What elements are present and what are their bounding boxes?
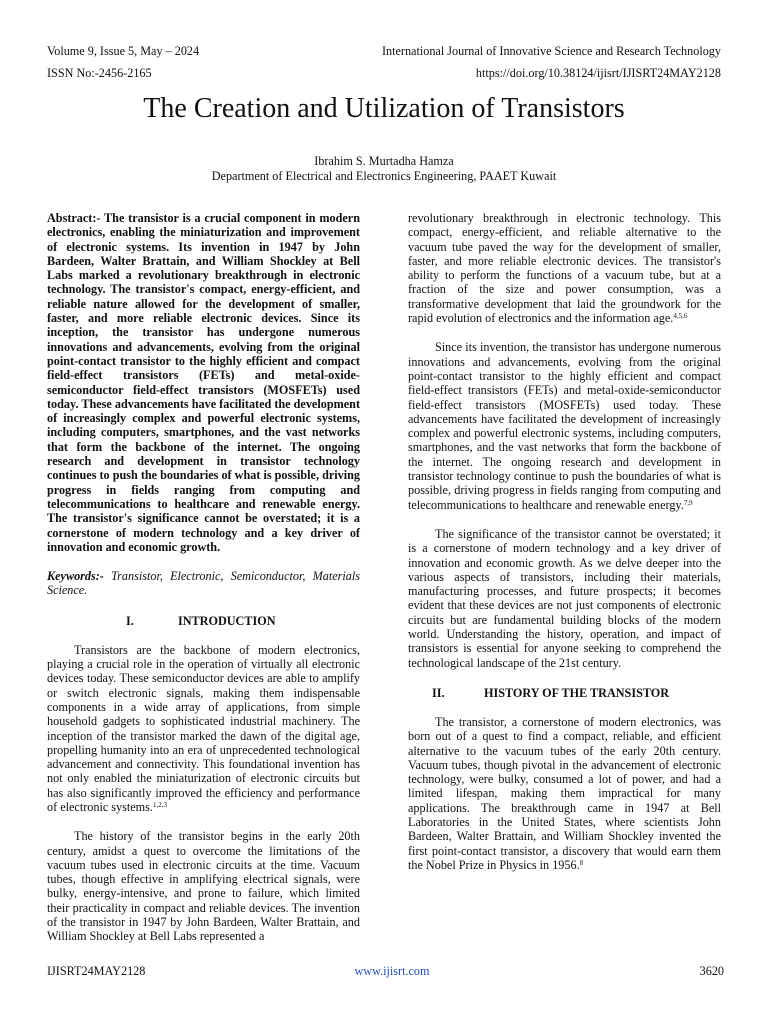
citation-ref: 1,2,3 [152, 800, 167, 809]
paragraph-intro-1 [47, 643, 360, 815]
left-column [47, 211, 360, 944]
section-heading-history [408, 686, 721, 700]
author-name: Ibrahim S. Murtadha Hamza [314, 154, 454, 168]
journal-name: International Journal of Innovative Science and Research Technology [381, 44, 721, 58]
paragraph-text: revolutionary breakthrough in electronic technology. This compact, energy-efficient, and reliable alternative to the vacuum tube paved the way for the development of smaller, faster, and more reliable electronic devices. The transistor's ability to perform the functions of a vacuum tube, but at a fraction of the size and power consumption, was a transformative development that laid the groundwork for the rapid evolution of electronics and the information age. [408, 211, 721, 326]
paragraph-text: The transistor, a cornerstone of modern electronics, was born out of a quest to find a compact, reliable, and efficient alternative to the vacuum tubes of the early 20th century. Vacuum tubes, though pivotal in the advancement of electronic technology, were bulky, consumed a lot of power, and had a limited lifespan, making them impractical for many applications. The breakthrough came in 1947 at Bell Laboratories in the United States, where scientists John Bardeen, Walter Brattain, and William Shockley invented the first point-contact transistor, a discovery that would earn them the Nobel Prize in Physics in 1956. [408, 714, 721, 872]
right-column [408, 211, 721, 872]
section-title: INTRODUCTION [178, 613, 276, 628]
keywords-text: Transistor, Electronic, Semiconductor, Materials Science. [47, 569, 360, 598]
doi-link[interactable]: https://doi.org/10.38124/ijisrt/IJISRT24MAY2128 [475, 66, 721, 80]
keywords [47, 569, 360, 598]
citation-ref: 4,5,6 [673, 312, 688, 321]
paragraph-right-2 [408, 340, 721, 512]
section-number: II. [432, 685, 445, 700]
paragraph-text: Transistors are the backbone of modern electronics, playing a crucial role in the operation of virtually all electronic devices today. These semiconductor devices are able to amplify or switch electronic signals, making them indispensable components in a wide array of applications, from simple household gadgets to sophisticated industrial machinery. The inception of the transistor marked the dawn of the digital age, propelling humanity into an era of unprecedented technological advancement and connectivity. This foundational invention has not only enabled the miniaturization of electronic circuits but has also significantly improved the efficiency and performance of electronic systems. [47, 642, 360, 814]
citation-ref: 8 [579, 858, 584, 867]
page-title: The Creation and Utilization of Transistors [143, 93, 625, 124]
footer-code: IJISRT24MAY2128 [47, 964, 146, 978]
citation-ref: 7,9 [683, 498, 693, 507]
keywords-label: Keywords:- [47, 569, 104, 584]
paragraph-history-1 [408, 715, 721, 872]
paragraph-text: Since its invention, the transistor has undergone numerous innovations and advancements, evolving from the original point-contact transistor to the highly efficient and compact field-effect transistors (FETs) and metal-oxide-semiconductor field-effect transistors (MOSFETs) used today. These advancements have facilitated the development of increasingly complex and powerful electronic systems, including computers, smartphones, and the vast networks that form the backbone of the internet. The ongoing research and development in transistor technology continue to push the boundaries of what is possible, driving progress in fields ranging from computing and telecommunications to healthcare and renewable energy. [408, 340, 721, 512]
paragraph-right-3: The significance of the transistor cannot be overstated; it is a cornerstone of modern technology and a key driver of innovation and economic growth. As we delve deeper into the various aspects of transistors, including their materials, manufacturing processes, and future prospects; it becomes evident that these devices are not just components of electronic circuits but are fundamental building blocks of the modern world. Understanding the history, operation, and impact of transistors is essential for anyone seeking to comprehend the technological landscape of the 21st century. [408, 526, 721, 670]
section-number: I. [126, 613, 134, 628]
page-number: 3620 [699, 964, 724, 978]
issn: ISSN No:-2456-2165 [47, 66, 152, 80]
footer-website-link[interactable]: www.ijisrt.com [354, 964, 430, 978]
volume-info: Volume 9, Issue 5, May – 2024 [47, 44, 200, 58]
paragraph-right-1 [408, 211, 721, 325]
author-affiliation: Department of Electrical and Electronics Engineering, PAAET Kuwait [211, 169, 557, 183]
paragraph-intro-2: The history of the transistor begins in the early 20th century, amidst a quest to overcome the limitations of the vacuum tubes used in electronic circuits at the time. Vacuum tubes, though effective in amplifying electrical signals, were bulky, energy-intensive, and prone to failure, which limited their practicality in compact and reliable devices. The invention of the transistor in 1947 by John Bardeen, Walter Brattain, and William Shockley at Bell Labs represented a [47, 829, 360, 944]
section-title: HISTORY OF THE TRANSISTOR [484, 685, 670, 700]
abstract: Abstract:- The transistor is a crucial component in modern electronics, enabling the miniaturization and improvement of electronic systems. Its invention in 1947 by John Bardeen, Walter Brattain, and William Shockley at Bell Labs marked a revolutionary breakthrough in electronic technology. The transistor's compact, energy-efficient, and reliable nature allowed for the development of smaller, faster, and more reliable electronic devices. Since its inception, the transistor has undergone numerous innovations and advancements, evolving from the original point-contact transistor to the highly efficient and compact field-effect transistors (FETs) and metal-oxide-semiconductor field-effect transistors (MOSFETs) used today. These advancements have facilitated the development of increasingly complex and powerful electronic systems, including computers, smartphones, and the vast networks that form the backbone of the internet. The ongoing research and development in transistor technology continues to push the boundaries of what is possible, driving progress in fields ranging from computing and telecommunications to healthcare and renewable energy. The transistor's significance cannot be overstated; it is a cornerstone of modern technology and a key driver of innovation and economic growth. [47, 211, 360, 554]
section-heading-introduction [47, 614, 360, 628]
